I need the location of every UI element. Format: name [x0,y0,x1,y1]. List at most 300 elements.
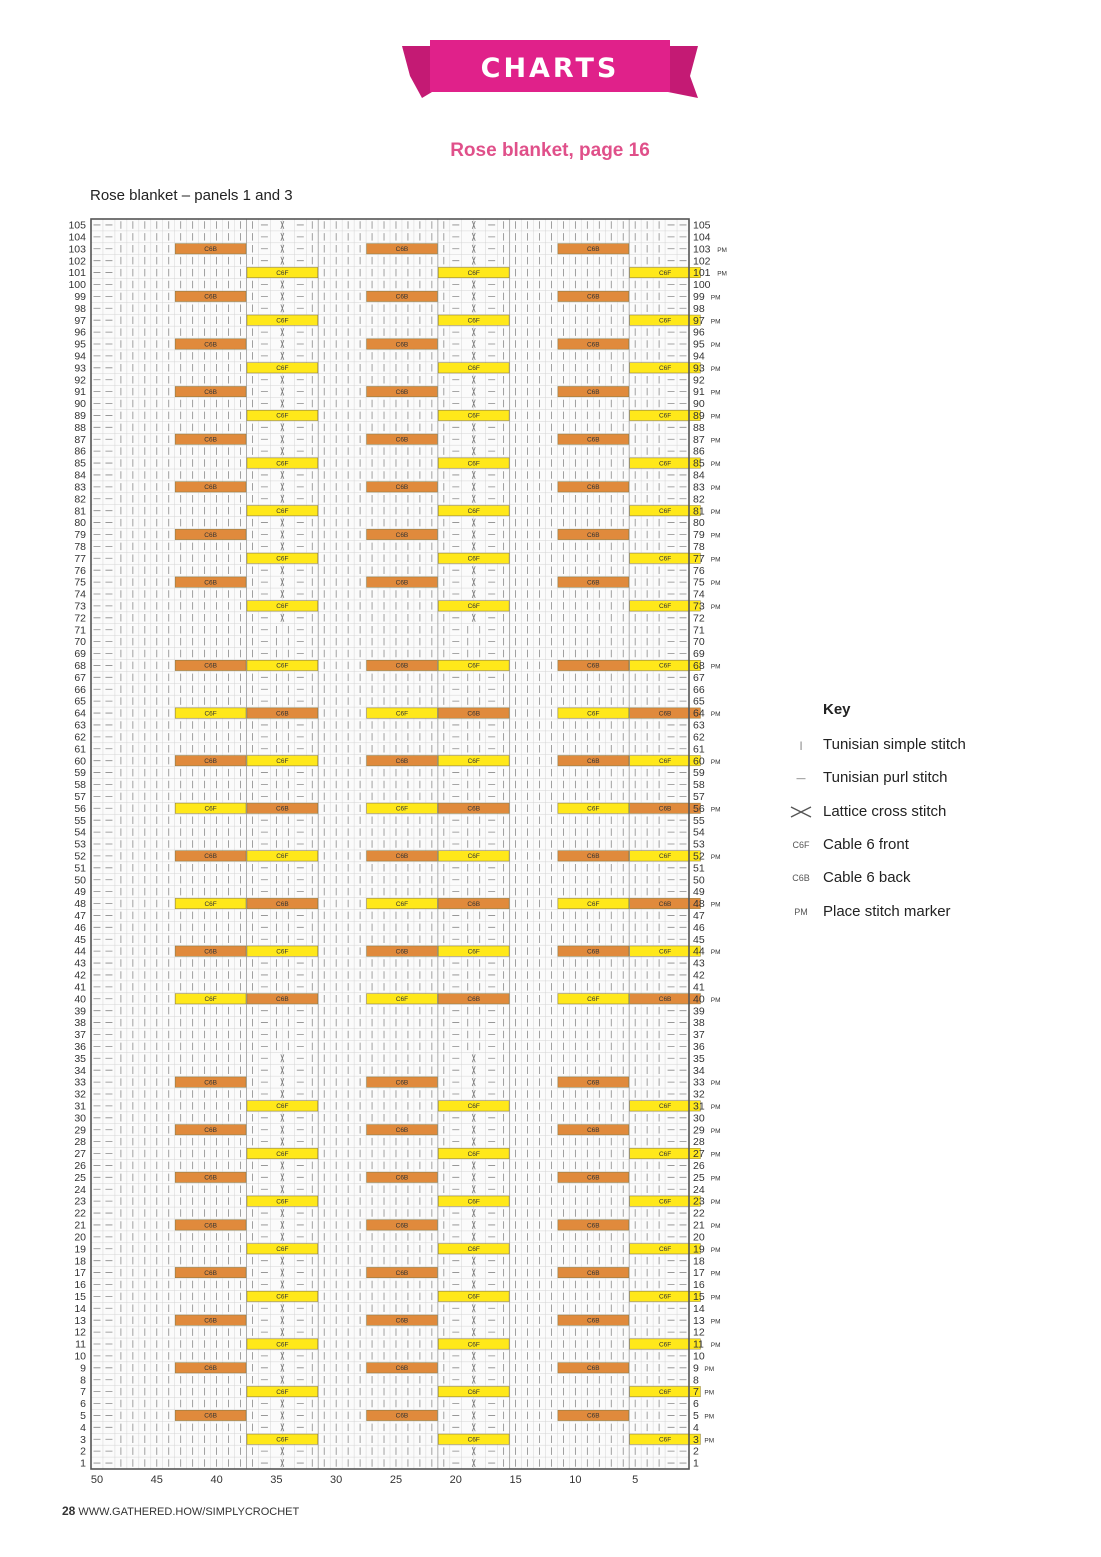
row-number-left: 72 [74,612,86,625]
row-number-left: 47 [74,910,86,923]
pm-marker: PM [710,663,721,671]
cable-label: C6B [204,1317,217,1325]
row-number-right: 7 [693,1386,699,1399]
row-number-right: 43 [693,957,705,970]
key-label: Place stitch marker [823,903,951,920]
banner-title: CHARTS [480,53,620,84]
row-number-right: 98 [693,302,705,315]
row-number-left: 85 [74,457,86,470]
row-number-right: 51 [693,862,705,875]
page-number: 28 [62,1504,76,1518]
cable-label: C6F [467,757,480,765]
cable-label: C6B [395,1365,409,1373]
row-number-right: 103 [693,243,711,256]
cable-label: C6B [204,1365,217,1373]
row-number-left: 27 [74,1148,86,1161]
cable-label: C6F [658,1388,672,1396]
row-number-right: 13 [693,1314,705,1327]
row-number-right: 40 [693,993,705,1006]
row-number-left: 13 [74,1314,86,1327]
cable-label: C6F [467,1198,480,1206]
cable-label: C6F [276,1150,289,1158]
row-number-right: 86 [693,445,705,458]
cable-label: C6B [204,1269,217,1277]
key-item-lattice-cross [788,802,1048,822]
c6b-icon: C6B [792,873,810,883]
row-number-right: 89 [693,410,705,423]
key-item-c6b [788,868,1048,888]
row-number-right: 15 [693,1290,705,1303]
cable-label: C6F [467,1388,480,1396]
pm-marker: PM [710,1199,721,1207]
row-number-left: 6 [80,1398,86,1411]
row-number-left: 102 [68,255,86,268]
row-number-right: 28 [693,1136,705,1149]
cable-label: C6B [395,246,409,254]
cable-label: C6F [204,900,217,908]
column-tick-label: 50 [90,1474,104,1486]
cable-label: C6B [586,1079,600,1087]
cable-label: C6B [204,1079,217,1087]
row-number-left: 20 [74,1231,86,1244]
key-label: Lattice cross stitch [823,803,947,820]
cable-label: C6F [467,555,480,563]
row-number-right: 11 [693,1338,704,1351]
cable-label: C6F [658,317,672,325]
column-tick-label: 40 [210,1474,223,1486]
cable-label: C6B [204,531,217,539]
cable-label: C6B [204,1174,217,1182]
cable-label: C6B [467,996,481,1004]
row-number-right: 100 [693,279,711,292]
row-number-left: 36 [74,1040,86,1053]
cable-label: C6B [658,805,672,813]
cable-label: C6B [658,900,672,908]
row-number-right: 38 [693,1017,705,1030]
row-number-right: 104 [693,231,711,244]
row-number-left: 49 [74,886,86,899]
pm-marker: PM [710,556,721,564]
row-number-left: 9 [80,1362,86,1375]
row-number-right: 95 [693,338,705,351]
cable-label: C6B [204,246,217,254]
cable-label: C6B [395,531,409,539]
cable-label: C6F [658,1246,672,1254]
cable-label: C6F [658,1436,672,1444]
footer-url: WWW.GATHERED.HOW/SIMPLYCROCHET [78,1506,300,1518]
row-number-left: 86 [74,445,86,458]
row-number-right: 77 [693,552,705,565]
column-tick-label: 20 [449,1474,462,1486]
row-number-right: 47 [693,910,705,923]
row-number-left: 32 [74,1088,86,1101]
row-number-left: 66 [74,683,86,696]
chart-title: Rose blanket – panels 1 and 3 [90,187,293,204]
cable-label: C6F [467,1341,480,1349]
cable-label: C6F [658,460,672,468]
row-number-right: 25 [693,1171,705,1184]
pm-marker: PM [710,1151,721,1159]
row-number-left: 59 [74,767,86,780]
cable-label: C6B [395,436,409,444]
cable-label: C6F [467,603,480,611]
row-number-right: 49 [693,886,705,899]
cable-label: C6F [276,412,289,420]
row-number-right: 56 [693,802,705,815]
cable-label: C6B [204,662,217,670]
row-number-left: 84 [74,469,86,482]
pm-marker: PM [717,246,727,254]
column-tick-label: 10 [569,1474,582,1486]
cable-label: C6F [276,1198,289,1206]
cable-label: C6F [467,1103,480,1111]
row-number-right: 57 [693,790,705,803]
column-tick-label: 45 [150,1474,163,1486]
row-number-left: 26 [74,1160,86,1173]
row-number-right: 88 [693,421,705,434]
row-number-left: 10 [74,1350,86,1363]
cable-label: C6B [204,293,217,301]
row-number-right: 10 [693,1350,705,1363]
pm-marker: PM [710,365,721,373]
row-number-left: 73 [74,600,86,613]
cable-label: C6F [395,996,409,1004]
cable-label: C6F [658,1293,672,1301]
row-number-left: 104 [68,231,86,244]
cable-label: C6B [586,853,600,861]
key-label: Tunisian simple stitch [823,736,966,753]
pm-marker: PM [704,1389,715,1397]
cable-label: C6F [395,900,409,908]
cable-label: C6F [467,1293,480,1301]
row-number-right: 53 [693,838,705,851]
pm-marker: PM [710,532,721,540]
cable-label: C6F [467,269,480,277]
column-tick-label: 5 [632,1474,639,1486]
row-number-left: 23 [74,1195,86,1208]
row-number-left: 29 [74,1124,86,1137]
cable-label: C6F [467,412,480,420]
row-number-left: 15 [74,1290,86,1303]
pm-marker: PM [710,806,721,814]
row-number-left: 58 [74,779,86,792]
cable-label: C6B [395,1079,409,1087]
row-number-left: 41 [74,981,86,994]
row-number-left: 24 [74,1183,86,1196]
row-number-left: 105 [68,219,86,232]
row-number-left: 96 [74,326,86,339]
row-number-right: 54 [693,826,705,839]
pm-marker: PM [710,1080,721,1088]
cable-label: C6F [587,900,600,908]
row-number-left: 64 [74,707,86,720]
pm-marker: PM [710,508,721,516]
row-number-right: 50 [693,874,705,887]
row-number-left: 56 [74,802,86,815]
row-number-right: 34 [693,1064,705,1077]
column-tick-label: 30 [330,1474,343,1486]
pm-marker: PM [710,413,721,421]
cable-label: C6F [467,662,480,670]
row-number-right: 44 [693,945,705,958]
cable-label: C6B [586,948,600,956]
key-title: Key [823,701,851,718]
cable-label: C6F [658,757,672,765]
row-number-left: 57 [74,790,86,803]
row-number-right: 70 [693,636,705,649]
cable-label: C6F [658,365,672,373]
row-number-left: 51 [74,862,86,875]
row-number-left: 52 [74,850,86,863]
row-number-left: 8 [80,1374,86,1387]
pm-marker: PM [710,901,721,909]
row-number-left: 43 [74,957,86,970]
row-number-right: 46 [693,921,705,934]
row-number-right: 16 [693,1279,705,1292]
cable-label: C6B [586,1222,600,1230]
row-number-right: 87 [693,433,705,446]
row-number-right: 41 [693,981,705,994]
row-number-right: 37 [693,1029,705,1042]
cable-label: C6B [586,436,600,444]
row-number-right: 20 [693,1231,705,1244]
cable-label: C6B [395,1222,409,1230]
cable-label: C6B [395,1269,409,1277]
row-number-right: 45 [693,933,705,946]
row-number-right: 5 [693,1410,699,1423]
cable-label: C6B [395,484,409,492]
row-number-right: 6 [693,1398,699,1411]
cable-label: C6B [395,579,409,587]
row-number-left: 90 [74,398,86,411]
row-number-left: 3 [80,1433,86,1446]
row-number-left: 35 [74,1052,86,1065]
cable-label: C6F [276,662,289,670]
row-number-left: 7 [80,1386,86,1399]
cable-label: C6F [467,948,480,956]
pm-marker: PM [710,711,721,719]
row-number-right: 58 [693,779,705,792]
row-number-left: 97 [74,314,86,327]
row-number-left: 60 [74,755,86,768]
cable-label: C6F [204,710,217,718]
cable-label: C6F [658,555,672,563]
cable-label: C6F [276,853,289,861]
cable-label: C6B [276,996,289,1004]
row-number-left: 81 [74,505,86,518]
pm-marker: PM [710,318,721,326]
row-number-left: 94 [74,350,86,363]
cable-label: C6F [276,1103,289,1111]
cable-label: C6F [276,555,289,563]
row-number-right: 92 [693,374,705,387]
pm-marker: PM [710,1223,721,1231]
row-number-right: 84 [693,469,705,482]
simple-stitch-icon: | [799,740,803,750]
cable-label: C6B [204,1127,217,1135]
cable-label: C6F [658,269,672,277]
row-number-left: 88 [74,421,86,434]
row-number-right: 78 [693,540,705,553]
pm-marker: PM [710,604,721,612]
cable-label: C6F [467,1436,480,1444]
row-number-left: 14 [74,1302,86,1315]
row-number-right: 80 [693,517,705,530]
row-number-left: 42 [74,969,86,982]
row-number-right: 99 [693,290,705,303]
c6f-icon: C6F [792,840,810,850]
row-number-left: 61 [74,743,86,756]
pm-marker: PM [710,389,721,397]
pm-marker: PM [710,1270,721,1278]
pm-marker: PM [710,484,721,492]
row-number-left: 12 [74,1326,86,1339]
row-number-right: 60 [693,755,705,768]
cable-label: C6F [467,365,480,373]
row-number-right: 72 [693,612,705,625]
cable-label: C6B [586,341,600,349]
row-number-right: 93 [693,362,705,375]
row-number-right: 14 [693,1302,705,1315]
cable-label: C6B [395,1412,409,1420]
row-number-left: 34 [74,1064,86,1077]
row-number-right: 32 [693,1088,705,1101]
row-number-right: 81 [693,505,705,518]
cable-label: C6F [467,1150,480,1158]
cable-label: C6F [658,948,672,956]
cable-label: C6F [276,603,289,611]
cable-label: C6B [586,757,600,765]
lattice-cross-icon [788,802,814,822]
cable-label: C6B [586,388,600,396]
row-number-right: 71 [693,624,705,637]
row-number-right: 17 [693,1267,705,1280]
row-number-right: 29 [693,1124,705,1137]
row-number-left: 22 [74,1207,86,1220]
pm-icon: PM [794,907,808,917]
key-item-simple-stitch [788,735,1048,755]
cable-label: C6B [204,757,217,765]
row-number-left: 70 [74,636,86,649]
row-number-right: 8 [693,1374,699,1387]
row-number-left: 89 [74,410,86,423]
row-number-right: 82 [693,493,705,506]
cable-label: C6F [276,507,289,515]
cable-label: C6B [395,341,409,349]
pm-marker: PM [710,1104,721,1112]
cable-label: C6F [587,710,600,718]
row-number-right: 68 [693,660,705,673]
cable-label: C6F [276,1388,289,1396]
row-number-left: 38 [74,1017,86,1030]
row-number-left: 99 [74,290,86,303]
pm-marker: PM [710,342,721,350]
row-number-left: 63 [74,719,86,732]
cable-label: C6B [204,579,217,587]
row-number-left: 53 [74,838,86,851]
row-number-right: 83 [693,481,705,494]
cable-label: C6F [587,805,600,813]
row-number-left: 76 [74,564,86,577]
cable-label: C6F [658,853,672,861]
row-number-left: 25 [74,1171,86,1184]
row-number-left: 37 [74,1029,86,1042]
row-number-right: 42 [693,969,705,982]
row-number-left: 44 [74,945,86,958]
cable-label: C6F [276,1293,289,1301]
row-number-left: 11 [75,1338,86,1351]
pm-marker: PM [710,1127,721,1135]
row-number-right: 76 [693,564,705,577]
row-number-right: 101 [693,267,711,280]
row-number-left: 87 [74,433,86,446]
row-number-left: 50 [74,874,86,887]
cable-label: C6B [204,341,217,349]
row-number-left: 93 [74,362,86,375]
cable-label: C6B [586,1412,600,1420]
row-number-right: 102 [693,255,711,268]
row-number-left: 80 [74,517,86,530]
row-number-left: 78 [74,540,86,553]
row-number-right: 73 [693,600,705,613]
pm-marker: PM [710,1294,721,1302]
row-number-right: 96 [693,326,705,339]
row-number-right: 105 [693,219,711,232]
row-number-left: 101 [68,267,86,280]
row-number-left: 46 [74,921,86,934]
row-number-right: 21 [693,1219,705,1232]
cable-label: C6B [395,948,409,956]
row-number-left: 5 [80,1410,86,1423]
row-number-left: 48 [74,898,86,911]
pm-marker: PM [717,270,727,278]
row-number-left: 100 [68,279,86,292]
cable-label: C6B [586,293,600,301]
cable-label: C6B [586,662,600,670]
row-number-right: 94 [693,350,705,363]
row-number-right: 4 [693,1421,699,1434]
pm-marker: PM [710,1246,721,1254]
row-number-right: 90 [693,398,705,411]
column-tick-label: 15 [509,1474,522,1486]
row-number-right: 69 [693,648,705,661]
row-number-right: 27 [693,1148,705,1161]
row-number-left: 16 [74,1279,86,1292]
row-number-left: 67 [74,671,86,684]
pm-marker: PM [710,758,721,766]
row-number-right: 55 [693,814,705,827]
cable-label: C6B [276,805,289,813]
row-number-left: 28 [74,1136,86,1149]
cable-label: C6F [204,805,217,813]
cable-label: C6F [395,805,409,813]
cable-label: C6B [586,1269,600,1277]
row-number-left: 31 [74,1100,86,1113]
row-number-left: 40 [74,993,86,1006]
cable-label: C6F [658,1198,672,1206]
row-number-right: 12 [693,1326,705,1339]
cable-label: C6F [276,1341,289,1349]
row-number-left: 39 [74,1005,86,1018]
row-number-right: 30 [693,1112,705,1125]
row-number-right: 18 [693,1255,705,1268]
cable-label: C6F [658,507,672,515]
pm-marker: PM [710,1318,721,1326]
cable-label: C6F [204,996,217,1004]
cable-label: C6F [467,507,480,515]
key-label: Cable 6 back [823,869,911,886]
cable-label: C6F [658,1150,672,1158]
